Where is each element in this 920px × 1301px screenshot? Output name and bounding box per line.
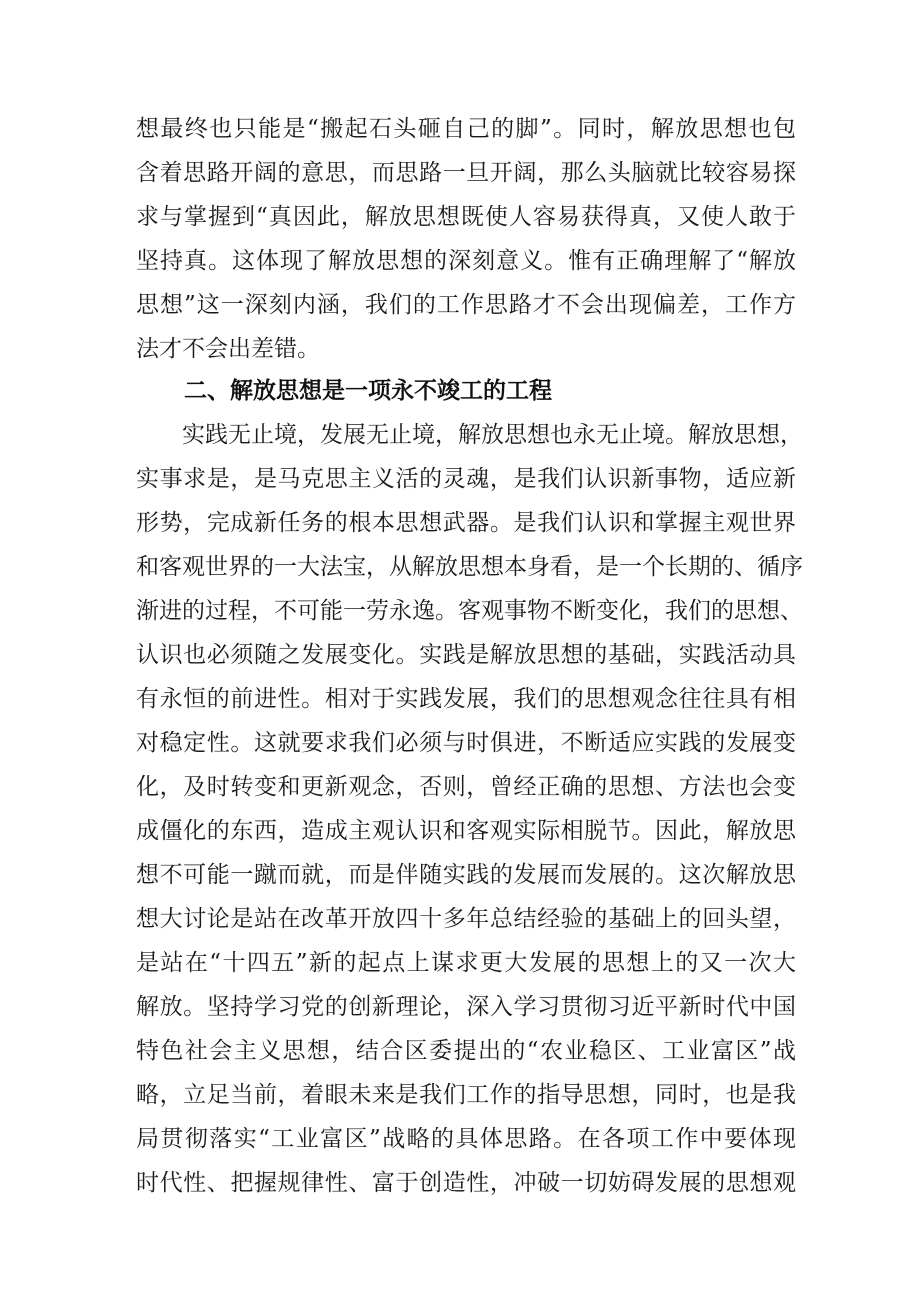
paragraph-1-line-3: 求与掌握到“真因此，解放思想既使人容易获得真，又使人敢于 bbox=[136, 204, 796, 230]
paragraph-1-line-6: 法才不会出差错。 bbox=[136, 336, 320, 362]
paragraph-1-line-1: 想最终也只能是“搬起石头砸自己的脚”。同时，解放思想也包 bbox=[136, 116, 796, 142]
paragraph-2-line-14: 解放。坚持学习党的创新理论，深入学习贯彻习近平新时代中国 bbox=[136, 994, 796, 1020]
paragraph-2-line-17: 局贯彻落实“工业富区”战略的具体思路。在各项工作中要体现 bbox=[136, 1126, 796, 1152]
section-2-heading: 二、解放思想是一项永不竣工的工程 bbox=[184, 378, 552, 404]
paragraph-2-line-2: 实事求是，是马克思主义活的灵魂，是我们认识新事物，适应新 bbox=[136, 466, 796, 492]
paragraph-1-line-5: 思想”这一深刻内涵，我们的工作思路才不会出现偏差，工作方 bbox=[136, 292, 796, 318]
paragraph-2-line-11: 想不可能一蹴而就，而是伴随实践的发展而发展的。这次解放思 bbox=[136, 862, 796, 888]
paragraph-1-line-4: 坚持真。这体现了解放思想的深刻意义。惟有正确理解了“解放 bbox=[136, 248, 796, 274]
paragraph-2-line-5: 渐进的过程，不可能一劳永逸。客观事物不断变化，我们的思想、 bbox=[136, 598, 803, 624]
paragraph-2-line-15: 特色社会主义思想，结合区委提出的“农业稳区、工业富区”战 bbox=[136, 1038, 796, 1064]
paragraph-2-line-10: 成僵化的东西，造成主观认识和客观实际相脱节。因此，解放思 bbox=[136, 818, 796, 844]
paragraph-2-line-18: 时代性、把握规律性、富于创造性，冲破一切妨碍发展的思想观 bbox=[136, 1170, 796, 1196]
paragraph-2-line-9: 化，及时转变和更新观念，否则，曾经正确的思想、方法也会变 bbox=[136, 774, 796, 800]
paragraph-2-line-12: 想大讨论是站在改革开放四十多年总结经验的基础上的回头望， bbox=[136, 906, 796, 932]
paragraph-2-line-3: 形势，完成新任务的根本思想武器。是我们认识和掌握主观世界 bbox=[136, 510, 796, 536]
paragraph-2-line-4: 和客观世界的一大法宝，从解放思想本身看，是一个长期的、循序 bbox=[136, 554, 803, 580]
paragraph-1-line-2: 含着思路开阔的意思，而思路一旦开阔，那么头脑就比较容易探 bbox=[136, 160, 796, 186]
paragraph-2-line-8: 对稳定性。这就要求我们必须与时俱进，不断适应实践的发展变 bbox=[136, 730, 796, 756]
paragraph-2-line-1: 实践无止境，发展无止境，解放思想也永无止境。解放思想， bbox=[136, 422, 803, 448]
paragraph-2-line-6: 认识也必须随之发展变化。实践是解放思想的基础，实践活动具 bbox=[136, 642, 796, 668]
paragraph-2-line-7: 有永恒的前进性。相对于实践发展，我们的思想观念往往具有相 bbox=[136, 686, 796, 712]
paragraph-2-line-13: 是站在“十四五”新的起点上谋求更大发展的思想上的又一次大 bbox=[136, 950, 796, 976]
paragraph-2-line-16: 略，立足当前，着眼未来是我们工作的指导思想，同时，也是我 bbox=[136, 1082, 796, 1108]
